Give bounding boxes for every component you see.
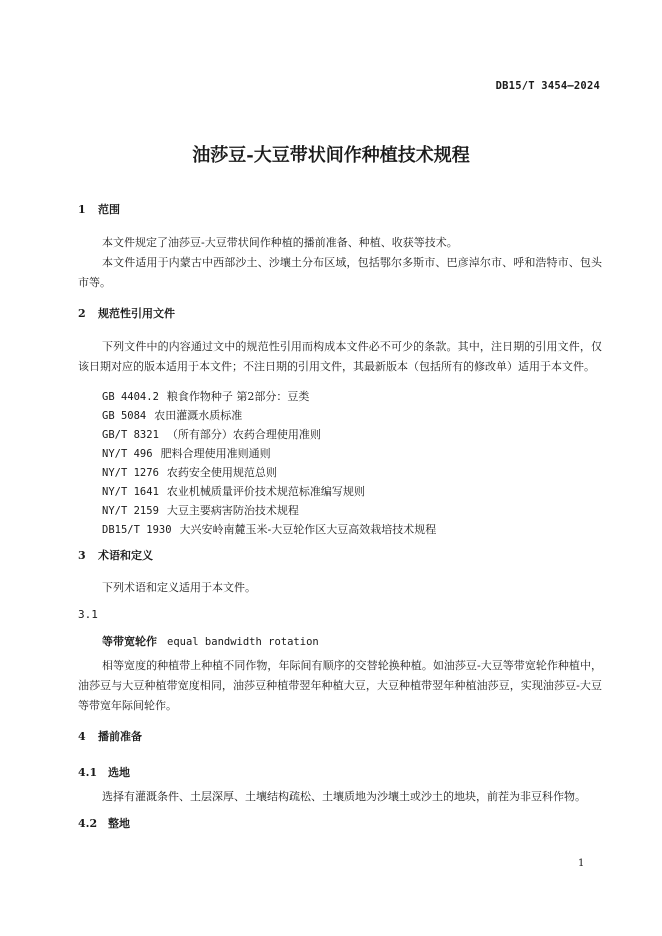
subsection-title: 整地 (108, 817, 130, 830)
reference-code: NY/T 496 (102, 448, 153, 460)
scope-paragraph: 本文件适用于内蒙古中西部沙土、沙壤土分布区域，包括鄂尔多斯市、巴彦淖尔市、呼和浩特市、包头市等。 (78, 256, 602, 289)
section-number: 4 (78, 730, 86, 743)
page-number: 1 (578, 858, 585, 869)
section-title: 术语和定义 (98, 549, 153, 562)
subsection-number: 4.2 (78, 817, 98, 830)
reference-title: 农业机械质量评价技术规范标准编写规则 (166, 485, 365, 498)
references-intro: 下列文件中的内容通过文中的规范性引用而构成本文件必不可少的条款。其中，注日期的引用文件，仅该日期对应的版本适用于本文件；不注日期的引用文件，其最新版本（包括所有的修改单）适用于本文件。 (78, 340, 602, 373)
reference-title: 农药安全使用规范总则 (166, 466, 277, 479)
reference-item (102, 406, 242, 426)
term-definition: 相等宽度的种植带上种植不同作物，年际间有顺序的交替轮换种植。如油莎豆-大豆等带宽轮作种植中，油莎豆与大豆种植带宽度相同，油莎豆种植带翌年种植大豆，大豆种植带翌年种植油莎豆，实现油莎豆-大豆等带宽年际间轮作。 (78, 659, 602, 712)
section-heading-references (78, 305, 175, 321)
scope-paragraph: 本文件规定了油莎豆-大豆带状间作种植的播前准备、种植、收获等技术。 (102, 236, 458, 249)
reference-code: NY/T 1641 (102, 486, 159, 498)
reference-item (102, 463, 277, 483)
term-entry-number: 3.1 (78, 608, 98, 621)
terms-intro: 下列术语和定义适用于本文件。 (102, 581, 256, 594)
section-heading-scope (78, 201, 120, 217)
reference-title: 肥料合理使用准则通则 (160, 447, 271, 460)
document-code: DB15/T 3454—2024 (495, 80, 600, 92)
reference-code: GB/T 8321 (102, 429, 159, 441)
reference-code: NY/T 2159 (102, 505, 159, 517)
reference-title: 粮食作物种子 第2部分：豆类 (166, 390, 310, 403)
reference-title: 农田灌溉水质标准 (154, 409, 243, 422)
term-english: equal bandwidth rotation (167, 636, 319, 648)
section-title: 播前准备 (98, 730, 142, 743)
section-title: 范围 (98, 203, 120, 216)
reference-code: GB 5084 (102, 410, 147, 422)
subsection-number: 4.1 (78, 766, 98, 779)
reference-code: NY/T 1276 (102, 467, 159, 479)
reference-code: DB15/T 1930 (102, 524, 172, 536)
reference-code: GB 4404.2 (102, 391, 159, 403)
reference-item (102, 501, 299, 521)
section-number: 2 (78, 307, 86, 320)
reference-item (102, 520, 436, 540)
reference-item (102, 425, 321, 445)
reference-title: 大豆主要病害防治技术规程 (166, 504, 299, 517)
document-title: 油莎豆-大豆带状间作种植技术规程 (192, 145, 470, 166)
reference-title: （所有部分）农药合理使用准则 (166, 428, 321, 441)
subsection-heading-site (78, 764, 130, 780)
term-entry (102, 633, 319, 649)
subsection-title: 选地 (108, 766, 130, 779)
reference-item (102, 387, 309, 407)
reference-title: 大兴安岭南麓玉米-大豆轮作区大豆高效栽培技术规程 (179, 523, 437, 536)
site-selection-text: 选择有灌溉条件、土层深厚、土壤结构疏松、土壤质地为沙壤土或沙土的地块，前茬为非豆科作物。 (102, 790, 586, 803)
reference-item (102, 482, 365, 502)
section-heading-terms (78, 547, 153, 563)
term-chinese: 等带宽轮作 (102, 635, 157, 648)
section-number: 1 (78, 203, 86, 216)
section-number: 3 (78, 549, 86, 562)
subsection-heading-land-prep (78, 815, 130, 831)
section-heading-prep (78, 728, 142, 744)
reference-item (102, 444, 271, 464)
section-title: 规范性引用文件 (98, 307, 175, 320)
